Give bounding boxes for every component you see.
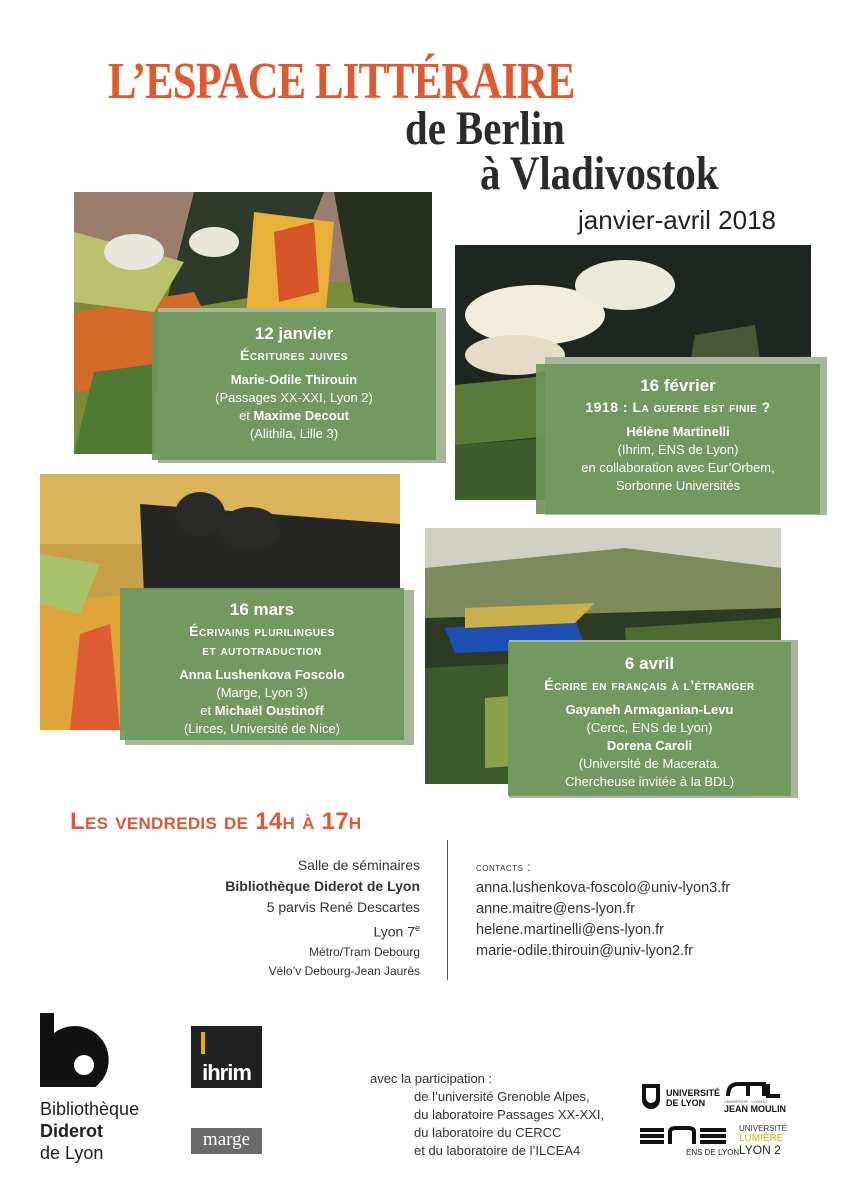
ens-de-lyon-logo: ENS DE LYON [640,1126,732,1162]
participation-intro: avec la participation : [370,1071,493,1086]
lion-icon [640,1080,662,1112]
participation-line: de l’université Grenoble Alpes, [414,1089,590,1104]
divider [447,840,448,980]
contacts-block [476,857,730,962]
speaker-name: Gayaneh Armaganian-Levu [565,702,734,717]
speaker-affiliation: (Marge, Lyon 3) [216,685,308,700]
session-date: 6 avril [624,654,675,673]
poster-title: L’ESPACE LITTÉRAIRE [108,53,575,110]
session-theme: 1918 : La guerre est finie ? [585,399,771,415]
speaker-affiliation: (Cercc, ENS de Lyon) [586,720,713,735]
speaker-affiliation: (Ihrim, ENS de Lyon) [617,442,739,457]
contact-email[interactable]: anna.lushenkova-foscolo@univ-lyon3.fr [476,880,731,896]
session-card-16-fevrier [536,364,820,514]
speaker-name: et Michaël Oustinoff [200,703,324,718]
venue-library: Bibliothèque Diderot de Lyon [225,878,420,894]
collaboration-institution: Sorbonne Universités [615,478,741,493]
session-theme: Écrire en français à l’étranger [544,677,755,693]
venue-city: Lyon 7e [373,923,420,940]
contact-email[interactable]: marie-odile.thirouin@univ-lyon2.fr [476,943,694,959]
speaker-affiliation: (Université de Macerata. [578,756,721,771]
participation-line: et du laboratoire de l’ILCEA4 [414,1143,581,1158]
contact-email[interactable]: helene.martinelli@ens-lyon.fr [476,922,664,938]
speaker-name: Hélène Martinelli [626,424,730,439]
speaker-name: et Maxime Decout [239,408,349,423]
contacts-label: contacts : [476,860,532,874]
participation-line: du laboratoire du CERCC [414,1125,562,1140]
venue-address: 5 parvis René Descartes [266,899,420,915]
session-card-12-janvier [152,312,436,460]
universite-jean-moulin-logo: UNIVERSITÉ · LYON III JEAN MOULIN [724,1082,784,1116]
speaker-affiliation: (Passages XX-XXI, Lyon 2) [215,390,373,405]
universite-lumiere-lyon2-logo: UNIVERSITÉ LUMIÈRE LYON 2 [739,1124,788,1157]
ihrim-logo: ihrim [191,1026,262,1088]
venue-block [225,855,420,981]
marge-logo: marge [191,1128,262,1154]
speaker-affiliation: (Alithila, Lille 3) [249,426,339,441]
speaker-name: Marie-Odile Thirouin [230,372,358,387]
collaboration-note: en collaboration avec Eur’Orbem, [581,460,775,475]
session-date: 12 janvier [254,324,334,343]
venue-transport-velov: Vélo’v Debourg-Jean Jaurès [268,963,420,978]
participation-line: du laboratoire Passages XX-XXI, [414,1107,605,1122]
session-date: 16 février [640,376,716,395]
speaker-name: Anna Lushenkova Foscolo [179,667,345,682]
universite-de-lyon-logo: UNIVERSITÉ DE LYON [640,1080,720,1114]
contact-email[interactable]: anne.maitre@ens-lyon.fr [476,901,635,917]
session-card-6-avril [508,642,791,796]
speaker-affiliation: (Lirces, Université de Nice) [183,721,341,736]
bibliotheque-diderot-logo-icon [40,1013,110,1087]
poster-period: janvier-avril 2018 [578,205,776,235]
participation-block [370,1070,604,1160]
speaker-name: Dorena Caroli [606,738,693,753]
schedule-banner: Les vendredis de 14h à 17h [70,808,362,835]
poster-subtitle-line1: de Berlin [405,102,565,155]
speaker-affiliation: Chercheuse invitée à la BDL) [564,774,735,789]
session-card-16-mars [120,588,404,740]
venue-room: Salle de séminaires [297,857,420,873]
session-theme-line1: Écrivains plurilingues [189,623,335,639]
session-theme: Écritures juives [240,347,348,363]
bibliotheque-diderot-wordmark: Bibliothèque Diderot de Lyon [40,1099,140,1163]
session-date: 16 mars [229,600,295,619]
session-theme-line2: et autotraduction [202,642,322,658]
poster-subtitle-line2: à Vladivostok [480,147,719,200]
venue-transport-metro: Métro/Tram Debourg [309,944,420,959]
